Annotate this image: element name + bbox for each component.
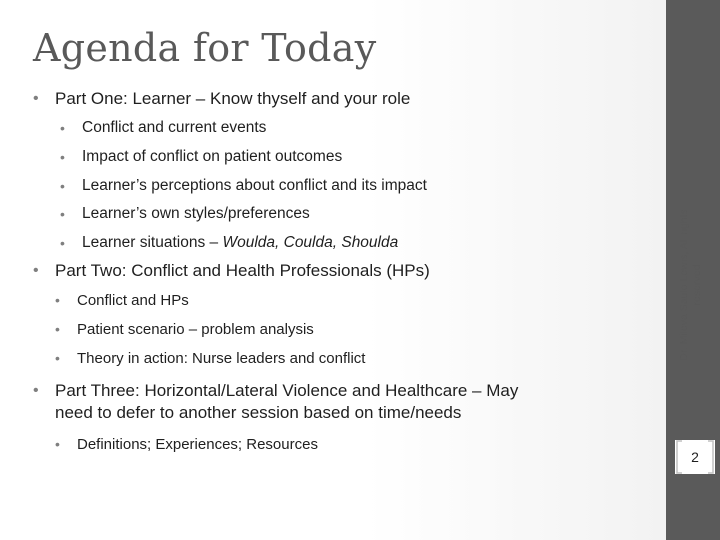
bullet-icon: •	[60, 148, 65, 165]
section-part-one	[33, 88, 633, 110]
page-number-box	[675, 440, 715, 474]
item-text: Learner’s perceptions about conflict and its impact	[82, 176, 427, 194]
bullet-icon: •	[33, 90, 39, 107]
section-label: Part One: Learner – Know thyself and your role	[55, 89, 411, 108]
page-number: 2	[675, 440, 715, 474]
item-text: Learner situations –	[82, 234, 223, 252]
section-label-line2: need to defer to another session based on time/needs	[55, 402, 462, 422]
right-bracket-icon	[707, 440, 715, 474]
section-part-two	[33, 260, 633, 282]
bullet-icon: •	[33, 381, 39, 399]
agenda-item	[33, 286, 633, 315]
bullet-icon: •	[60, 120, 65, 136]
item-text: Patient scenario – problem analysis	[77, 320, 314, 338]
agenda-item	[33, 143, 633, 172]
author-credit	[678, 209, 720, 361]
agenda-item	[33, 172, 633, 201]
item-text: Theory in action: Nurse leaders and conflict	[77, 349, 366, 367]
bullet-icon: •	[55, 320, 60, 337]
author-credit-line1: Dr. Mileva Saulo Lewis, All rights	[678, 209, 690, 361]
slide-title: Agenda for Today	[33, 26, 377, 70]
agenda-item	[33, 344, 633, 373]
item-italic-text: Woulda, Coulda, Shoulda	[222, 234, 399, 252]
item-text: Conflict and HPs	[77, 291, 189, 309]
item-text: Impact of conflict on patient outcomes	[82, 147, 343, 165]
bullet-icon: •	[33, 261, 39, 279]
section-part-three	[33, 380, 633, 424]
left-bracket-icon	[675, 440, 683, 474]
agenda-item	[33, 430, 633, 459]
bullet-icon: •	[55, 349, 60, 366]
agenda-item	[33, 114, 633, 143]
section-label-line1: Part Three: Horizontal/Lateral Violence and Healthcare – May	[55, 380, 519, 400]
item-text: Conflict and current events	[82, 119, 267, 136]
bullet-icon: •	[60, 235, 65, 252]
author-credit-line2: reserved	[691, 264, 703, 306]
bullet-icon: •	[55, 435, 60, 452]
agenda-item	[33, 315, 633, 344]
section-label: Part Two: Conflict and Health Professionals (HPs)	[55, 260, 430, 280]
bullet-icon: •	[60, 206, 65, 223]
bullet-icon: •	[55, 291, 60, 308]
agenda-content	[33, 88, 633, 459]
item-text: Definitions; Experiences; Resources	[77, 435, 318, 453]
agenda-item	[33, 200, 633, 229]
agenda-item	[33, 229, 633, 258]
item-text: Learner’s own styles/preferences	[82, 205, 310, 223]
bullet-icon: •	[60, 177, 65, 194]
